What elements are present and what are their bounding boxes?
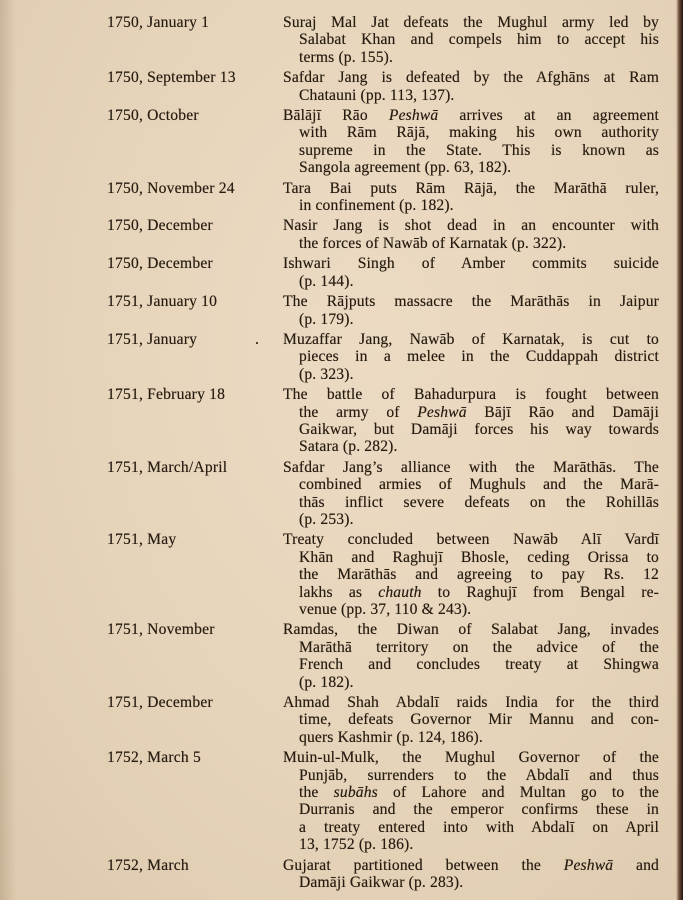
entry-text-line — [283, 331, 659, 348]
entry-text-line — [283, 31, 659, 48]
entry-text-line — [283, 729, 659, 746]
entry-date — [107, 255, 283, 272]
entry-text-line — [283, 386, 659, 403]
text-segment: Muin-ul-Mulk, the Mughul Governor of the — [283, 749, 659, 767]
timeline-entry — [0, 857, 683, 892]
text-segment: the forces of Nawāb of Karnatak (p. 322). — [299, 234, 567, 252]
text-segment: thās inflict severe defeats on the Rohillās — [299, 493, 659, 511]
text-segment: The Rājputs massacre the Marāthās in Jaipur — [283, 293, 659, 311]
entry-date-text: 1750, December — [107, 255, 213, 273]
entry-text-line — [283, 801, 659, 818]
text-segment: Satara (p. 282). — [299, 438, 398, 456]
text-segment: Punjāb, surrenders to the Abdalī and thus — [299, 766, 659, 784]
text-segment: in confinement (p. 182). — [299, 197, 454, 215]
entry-text-line — [283, 197, 659, 214]
text-segment: arrives at an agreement — [438, 107, 659, 125]
entry-date — [107, 107, 283, 124]
text-segment: Bālājī Rāo — [283, 107, 389, 125]
entry-text-line — [283, 366, 659, 383]
entry-date — [107, 293, 283, 310]
entry-date-text: 1751, January 10 — [107, 293, 218, 311]
entry-text-line — [283, 87, 659, 104]
text-segment: with Rām Rājā, making his own authority — [299, 124, 659, 142]
text-segment: Chatauni (pp. 113, 137). — [299, 86, 455, 104]
entry-date — [107, 694, 283, 711]
entry-description — [283, 857, 659, 892]
text-segment: (p. 179). — [299, 310, 354, 328]
entry-text-line — [283, 217, 659, 234]
entry-date — [107, 180, 283, 197]
timeline-entry — [0, 749, 683, 853]
entry-text-line — [283, 459, 659, 476]
entry-date-text: 1750, November 24 — [107, 179, 235, 197]
entry-text-line — [283, 584, 659, 601]
timeline-entry — [0, 331, 683, 383]
text-segment: (p. 182). — [299, 673, 354, 691]
text-segment: and — [613, 856, 660, 874]
entry-description — [283, 107, 659, 177]
entry-text-line — [283, 255, 659, 272]
text-segment: a treaty entered into with Abdalī on April — [299, 818, 659, 836]
entry-text-line — [283, 293, 659, 310]
stray-print-dot: . — [255, 330, 260, 348]
entry-date-text: 1752, March — [107, 856, 189, 874]
italic-term: Peshwā — [417, 403, 467, 421]
text-segment: combined armies of Mughuls and the Marā- — [299, 476, 659, 494]
timeline-entry — [0, 217, 683, 252]
text-segment: the army of — [299, 403, 418, 421]
entry-date — [107, 69, 283, 86]
text-segment: Durranis and the emperor confirms these in — [299, 801, 659, 819]
entry-text-line — [283, 601, 659, 618]
entry-text-line — [283, 836, 659, 853]
entry-text-line — [283, 621, 659, 638]
timeline-entry — [0, 293, 683, 328]
text-segment: of Lahore and Multan go to the — [377, 784, 659, 802]
entry-date-text: 1750, December — [107, 217, 213, 235]
text-segment: Safdar Jang’s alliance with the Marāthās. The — [283, 458, 659, 476]
entry-date — [107, 857, 283, 874]
entry-description — [283, 331, 659, 383]
timeline-entry — [0, 255, 683, 290]
text-segment: Treaty concluded between Nawāb Alī Vardī — [283, 531, 659, 549]
text-segment: (p. 144). — [299, 272, 354, 290]
text-segment: Suraj Mal Jat defeats the Mughul army led by — [283, 14, 659, 31]
text-segment: Bājī Rāo and Damāji — [466, 403, 659, 421]
text-segment: Ramdas, the Diwan of Salabat Jang, invades — [283, 621, 659, 639]
timeline-entry — [0, 107, 683, 177]
entry-text-line — [283, 235, 659, 252]
entry-text-line — [283, 142, 659, 159]
entry-text-line — [283, 159, 659, 176]
entry-text-line — [283, 180, 659, 197]
entry-date — [107, 749, 283, 766]
entry-text-line — [283, 49, 659, 66]
text-segment: Safdar Jang is defeated by the Afghāns at Ram — [283, 69, 659, 87]
text-segment: the Marāthās and agreeing to pay Rs. 12 — [299, 566, 659, 584]
entry-text-line — [283, 694, 659, 711]
italic-term: subāhs — [333, 784, 378, 802]
entry-date-text: 1751, February 18 — [107, 386, 226, 404]
entry-description — [283, 694, 659, 746]
text-segment: quers Kashmir (p. 124, 186). — [299, 728, 483, 746]
entry-text-line — [283, 107, 659, 124]
entry-description — [283, 459, 659, 529]
entry-text-line — [283, 784, 659, 801]
timeline-entry — [0, 69, 683, 104]
entry-date-text: 1750, September 13 — [107, 69, 236, 87]
entry-text-line — [283, 566, 659, 583]
entry-text-line — [283, 348, 659, 365]
entry-text-line — [283, 421, 659, 438]
timeline-entry — [0, 621, 683, 691]
entry-text-line — [283, 857, 659, 874]
entry-description — [283, 293, 659, 328]
timeline-entry — [0, 386, 683, 456]
entry-text-line — [283, 476, 659, 493]
timeline-entry — [0, 459, 683, 529]
text-segment: 13, 1752 (p. 186). — [299, 836, 414, 854]
text-segment: Gujarat partitioned between the — [283, 856, 564, 874]
text-segment: to Raghujī from Bengal re- — [421, 583, 659, 601]
entry-text-line — [283, 767, 659, 784]
entry-description — [283, 531, 659, 618]
text-segment: pieces in a melee in the Cuddappah district — [299, 348, 659, 366]
entry-text-line — [283, 749, 659, 766]
entry-text-line — [283, 438, 659, 455]
entry-text-line — [283, 711, 659, 728]
entry-text-line — [283, 549, 659, 566]
entry-date — [107, 14, 283, 31]
text-segment: the — [299, 784, 334, 802]
entry-description — [283, 14, 659, 66]
timeline-entry — [0, 531, 683, 618]
text-segment: (p. 323). — [299, 365, 354, 383]
text-segment: Khān and Raghujī Bhosle, ceding Orissa to — [299, 548, 659, 566]
text-segment: Damāji Gaikwar (p. 283). — [299, 874, 464, 892]
italic-term: Peshwā — [563, 856, 614, 874]
entry-date-text: 1751, May — [107, 531, 177, 549]
text-segment: Tara Bai puts Rām Rājā, the Marāthā ruler, — [283, 179, 659, 197]
text-segment: The battle of Bahadurpura is fought between — [283, 386, 659, 404]
text-segment: Gaikwar, but Damāji forces his way towards — [299, 420, 659, 438]
text-segment: lakhs as — [299, 583, 379, 601]
entry-text-line — [283, 69, 659, 86]
entry-text-line — [283, 311, 659, 328]
text-segment: French and concludes treaty at Shingwa — [299, 656, 659, 674]
chronology-list — [0, 14, 683, 892]
entry-date — [107, 331, 283, 348]
entry-date — [107, 386, 283, 403]
entry-date — [107, 621, 283, 638]
entry-text-line — [283, 656, 659, 673]
entry-date — [107, 531, 283, 548]
italic-term: chauth — [378, 583, 422, 601]
text-segment: time, defeats Governor Mir Mannu and con- — [299, 711, 659, 729]
entry-date-text: 1751, March/April — [107, 458, 228, 476]
entry-description — [283, 255, 659, 290]
entry-text-line — [283, 14, 659, 31]
entry-date-text: 1751, December — [107, 694, 213, 712]
timeline-entry — [0, 694, 683, 746]
entry-description — [283, 749, 659, 853]
entry-date — [107, 459, 283, 476]
text-segment: (p. 253). — [299, 510, 354, 528]
entry-date-text: 1751, November — [107, 621, 215, 639]
entry-date-text: 1750, January 1 — [107, 14, 210, 31]
entry-text-line — [283, 404, 659, 421]
entry-text-line — [283, 273, 659, 290]
entry-text-line — [283, 124, 659, 141]
entry-date-text: 1750, October — [107, 107, 199, 125]
entry-description — [283, 69, 659, 104]
entry-date-text: 1752, March 5 — [107, 749, 201, 767]
entry-date-text: 1751, January — [107, 330, 198, 348]
entry-text-line — [283, 674, 659, 691]
entry-description — [283, 621, 659, 691]
entry-date — [107, 217, 283, 234]
text-segment: Muzaffar Jang, Nawāb of Karnatak, is cut to — [283, 330, 659, 348]
entry-text-line — [283, 531, 659, 548]
entry-text-line — [283, 874, 659, 891]
text-segment: Nasir Jang is shot dead in an encounter with — [283, 217, 659, 235]
entry-description — [283, 180, 659, 215]
text-segment: Marāthā territory on the advice of the — [299, 638, 659, 656]
entry-text-line — [283, 819, 659, 836]
entry-text-line — [283, 639, 659, 656]
entry-text-line — [283, 511, 659, 528]
entry-description — [283, 386, 659, 456]
entry-description — [283, 217, 659, 252]
timeline-entry — [0, 180, 683, 215]
text-segment: venue (pp. 37, 110 & 243). — [299, 601, 472, 618]
text-segment: Sangola agreement (pp. 63, 182). — [299, 159, 512, 177]
italic-term: Peshwā — [388, 107, 439, 125]
text-segment: terms (p. 155). — [299, 48, 394, 66]
text-segment: Ahmad Shah Abdalī raids India for the third — [283, 694, 659, 712]
timeline-entry — [0, 14, 683, 66]
entry-text-line — [283, 494, 659, 511]
text-segment: Salabat Khan and compels him to accept his — [299, 31, 659, 49]
text-segment: supreme in the State. This is known as — [299, 141, 659, 159]
text-segment: Ishwari Singh of Amber commits suicide — [283, 255, 659, 273]
